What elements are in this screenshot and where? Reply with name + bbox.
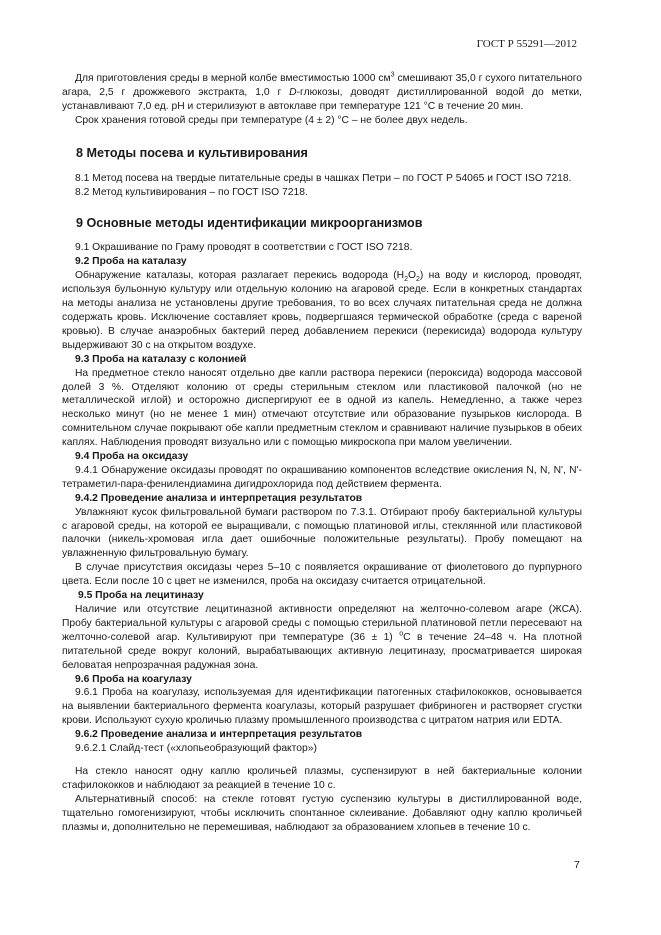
document-code: ГОСТ Р 55291—2012 [476,38,577,50]
subheading-9-6-2: 9.6.2 Проведение анализа и интерпретация результатов [75,729,363,741]
page-content [62,70,582,835]
page-number: 7 [574,859,580,871]
subheading-9-4: 9.4 Проба на оксидазу [75,451,189,463]
paragraph-9-1: 9.1 Окрашивание по Граму проводят в соответствии с ГОСТ ISO 7218. [75,242,413,254]
subheading-9-4-2: 9.4.2 Проведение анализа и интерпретация результатов [75,492,363,504]
paragraph-9-4-1: 9.4.1 Обнаружение оксидазы проводят по окрашиванию компонентов вследствие окисления N, N, N', N'-тетраметил-пара-фенилендиамина дигидрохлорида под действием фермента. [62,464,582,490]
subheading-9-2: 9.2 Проба на каталазу [75,256,187,268]
paragraph-slide-test-b: Альтернативный способ: на стекле готовят густую суспензию культуры в дистиллированной воде, тщательно гомогенизируют, чтобы исключить спонтанное склеивание. Добавляют одну каплю кроличьей плазмы и, дополнительно не перемешивая, наблюдают за образованием хлопьев в течение 10 с. [62,793,582,833]
intro-paragraph-preparation: Для приготовления среды в мерной колбе вместимостью 1000 $см^3$ смешивают 35,0 г сухого питательного агара, 2,5 г дрожжевого экстракта, 1,0 г D-глюкозы, доводят дистиллированной водой до метки, устанавливают 7,0 ед. pH и стерилизуют в автоклаве при температуре 121 °С в течение 20 мин. [62,71,582,112]
subheading-9-6: 9.6 Проба на коагулазу [75,673,192,685]
section-8-title: 8 Методы посева и культивирования [76,145,308,160]
subheading-9-5: 9.5 Проба на лецитиназу [78,590,204,602]
paragraph-9-3: На предметное стекло наносят отдельно две капли раствора перекиси (пероксида) водорода массовой долей 3 %. Отделяют колонию от среды стерильным стеклом или пластиковой палочкой (но не металлической иглой) и осторожно диспергируют ее в одной из капель. Немедленно, а также через несколько минут (но не менее 1 мин) отмечают отсутствие или образование пузырьков кислорода. В сомнительном случае покрывают обе капли предметным стеклом и сравнивают наличие пузырьков в обеих каплях. Наблюдения проводят визуально или с помощью микроскопа при малом увеличении. [62,367,582,449]
subheading-9-3: 9.3 Проба на каталазу с колонией [75,353,247,365]
paragraph-9-4-2-a: Увлажняют кусок фильтровальной бумаги раствором по 7.3.1. Отбирают пробу бактериальной культуры с агаровой среды, на которой ее выращивали, с помощью платиновой иглы, стеклянной или пластиковой палочки (никель-хромовая игла дает ошибочные положительные результаты). Пробу помещают на увлажненную фильтровальную бумагу. [62,506,582,560]
paragraph-9-5: Наличие или отсутствие лецитиназной активности определяют на желточно-солевом агаре (ЖСА). Пробу бактериальной культуры с агаровой среды с помощью стерильной платиновой петли пересевают на желточно-солевой агар. Культивируют при температуре (36 ± 1) $^о$С в течение 24–48 ч. На плотной питательной среде вокруг колоний, вырабатывающих активную лецитиназу, просматривается широкая беловатая непрозрачная радужная зона. [62,604,582,671]
spacer [62,756,582,765]
paragraph-8-1: 8.1 Метод посева на твердые питательные среды в чашках Петри – по ГОСТ Р 54065 и ГОСТ ISO 7218. [75,172,572,184]
intro-paragraph-storage: Срок хранения готовой среды при температуре (4 ± 2) °С – не более двух недель. [75,114,468,126]
paragraph-9-6-1: 9.6.1 Проба на коагулазу, используемая для идентификации патогенных стафилококков, основывается на выявлении бактериального фермента коагулазы, который разрушает фибриноген и растворяет сгустки крови. Используют сухую кроличью плазму промышленного производства с цитратом натрия или EDTA. [62,687,582,727]
paragraph-9-6-2-1: 9.6.2.1 Слайд-тест («хлопьеобразующий фактор») [75,743,317,755]
section-9-title: 9 Основные методы идентификации микроорганизмов [76,216,423,231]
paragraph-9-4-2-b: В случае присутствия оксидазы через 5–10 с появляется окрашивание от фиолетового до пурпурного цвета. Если после 10 с цвет не изменился, проба на оксидазу считается отрицательной. [62,562,582,588]
paragraph-8-2: 8.2 Метод культивирования – по ГОСТ ISO 7218. [75,186,308,198]
paragraph-slide-test-a: На стекло наносят одну каплю кроличьей плазмы, суспензируют в ней бактериальные колонии стафилококков и наблюдают за реакцией в течение 10 с. [62,765,582,791]
paragraph-9-2: Обнаружение каталазы, которая разлагает перекись водорода $(H_2O_2)$ на воду и кислород, проводят, используя бульонную культуру или отдельную колонию на агаровой среде. Если в конкретных стандартах на методы анализа не установлены другие требования, то во всех случаях питательная среда не должна содержать кровь. Исключение составляет кровь, подвергшаяся термической обработке (среда с вареной кровью). В случае анаэробных бактерий перед добавлением перекиси (перекисида) водорода культуру выдерживают 30 с на открытом воздухе. [62,270,582,351]
